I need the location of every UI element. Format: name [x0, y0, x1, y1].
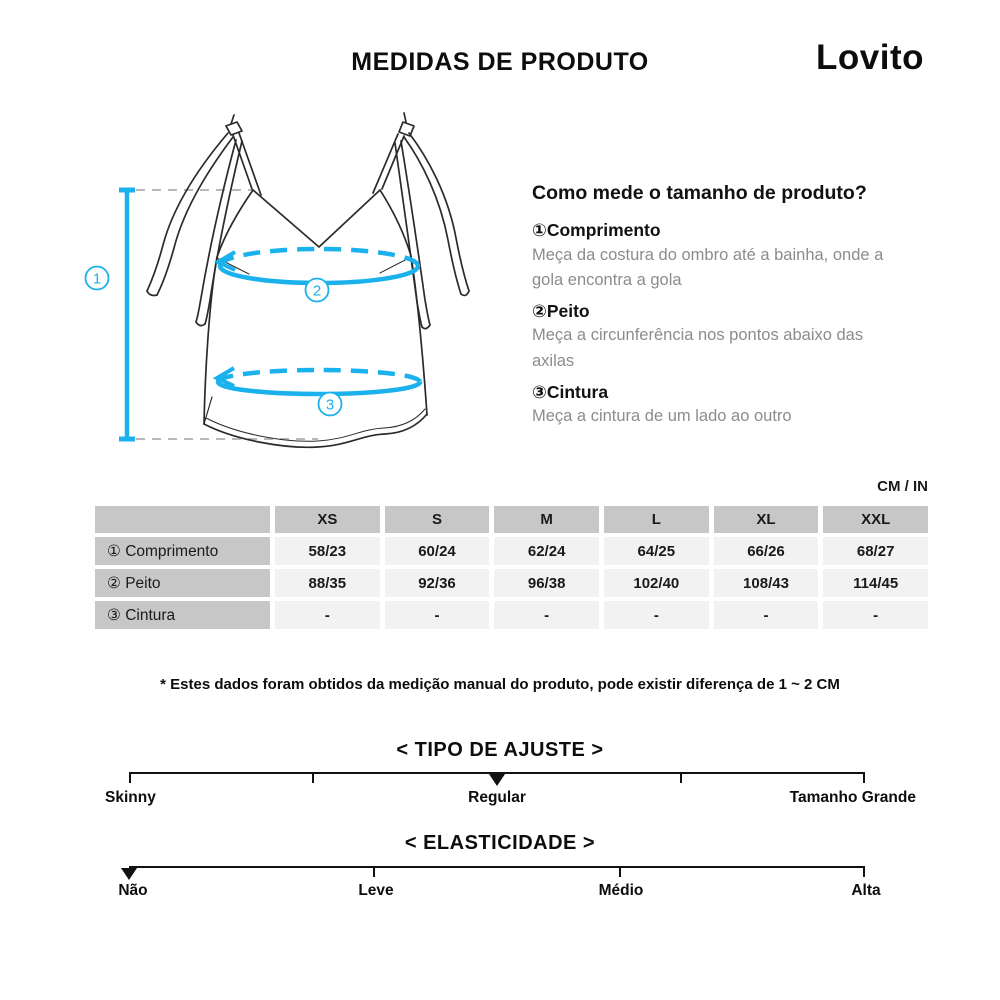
marker-1-label: 1 [92, 270, 102, 288]
size-col-header: L [604, 506, 709, 533]
size-cell: 102/40 [604, 569, 709, 597]
size-cell: 108/43 [714, 569, 819, 597]
table-corner-cell [95, 506, 270, 533]
size-cell: - [385, 601, 490, 629]
waist-ellipse-dashed [218, 370, 420, 382]
size-cell: 88/35 [275, 569, 380, 597]
elasticity-label-nao: Não [118, 882, 148, 899]
guide-title: Como mede o tamanho de produto? [532, 182, 867, 204]
size-col-header: XS [275, 506, 380, 533]
size-cell: 60/24 [385, 537, 490, 565]
size-table [95, 506, 928, 629]
size-col-header: S [385, 506, 490, 533]
marker-2-label: 2 [312, 282, 322, 300]
ribbon-right-tip [461, 291, 469, 295]
scale-tick [129, 772, 131, 783]
size-cell: - [275, 601, 380, 629]
size-cell: 58/23 [275, 537, 380, 565]
fit-scale-title: < TIPO DE AJUSTE > [396, 739, 604, 761]
lovito-logo: Lovito [816, 38, 924, 77]
ribbon-right [401, 141, 430, 325]
size-col-header: XXL [823, 506, 928, 533]
size-col-header: XL [714, 506, 819, 533]
elasticity-position-marker-icon [121, 868, 137, 880]
size-cell: 62/24 [494, 537, 599, 565]
ribbon-left-tip [196, 322, 205, 326]
footnote: * Estes dados foram obtidos da medição manual do produto, pode existir diferença de 1 ~ 2 CM [160, 676, 840, 693]
fit-label-tamanho-grande: Tamanho Grande [789, 789, 916, 806]
page-title: MEDIDAS DE PRODUTO [351, 48, 649, 76]
elasticity-label-alta: Alta [851, 882, 881, 899]
ribbon-left-tip [147, 291, 157, 296]
measure-annotations [86, 190, 421, 439]
guide-item-desc: Meça da costura do ombro até a bainha, onde a gola encontra a gola [532, 245, 884, 290]
strap-right-loop [404, 113, 406, 122]
neckline-v [253, 190, 380, 247]
marker-3-label: 3 [325, 396, 335, 414]
scale-tick [373, 866, 375, 877]
ribbon-right [395, 143, 422, 327]
size-cell: - [714, 601, 819, 629]
size-cell: 68/27 [823, 537, 928, 565]
elasticity-label-leve: Leve [358, 882, 394, 899]
guide-item-desc: Meça a circunferência nos pontos abaixo das axilas [532, 326, 864, 370]
scale-tick [863, 866, 865, 877]
chest-ellipse-dashed [220, 249, 418, 266]
size-cell: - [494, 601, 599, 629]
guide-item-label: ③Cintura [532, 381, 609, 402]
elasticity-label-medio: Médio [598, 882, 644, 899]
ribbon-right-tip [422, 325, 430, 329]
measure-guide [532, 182, 932, 430]
size-cell: - [823, 601, 928, 629]
waist-ellipse-solid [218, 382, 420, 394]
measure-guides [136, 190, 318, 439]
guide-item-label: ①Comprimento [532, 220, 661, 240]
garment-figure [55, 95, 505, 467]
units-label: CM / IN [877, 478, 928, 495]
fit-position-marker-icon [489, 774, 505, 786]
scale-tick [863, 772, 865, 783]
guide-item-desc: Meça a cintura de um lado ao outro [532, 407, 792, 426]
knot-right [399, 122, 414, 136]
scale-tick [312, 772, 314, 783]
size-row-label: ① Comprimento [95, 537, 270, 565]
size-cell: 114/45 [823, 569, 928, 597]
scale-tick [619, 866, 621, 877]
guide-item-label: ②Peito [532, 300, 590, 321]
elasticity-scale-title: < ELASTICIDADE > [404, 832, 596, 854]
size-col-header: M [494, 506, 599, 533]
scale-tick [680, 772, 682, 783]
size-row-label: ② Peito [95, 569, 270, 597]
garment-drawing [147, 113, 469, 447]
size-cell: 64/25 [604, 537, 709, 565]
fit-label-regular: Regular [468, 789, 526, 806]
size-cell: 66/26 [714, 537, 819, 565]
size-cell: - [604, 601, 709, 629]
fit-label-skinny: Skinny [105, 789, 156, 806]
size-cell: 92/36 [385, 569, 490, 597]
size-row-label: ③ Cintura [95, 601, 270, 629]
fit-scale-line [129, 772, 865, 774]
size-cell: 96/38 [494, 569, 599, 597]
elasticity-scale-line [129, 866, 865, 868]
